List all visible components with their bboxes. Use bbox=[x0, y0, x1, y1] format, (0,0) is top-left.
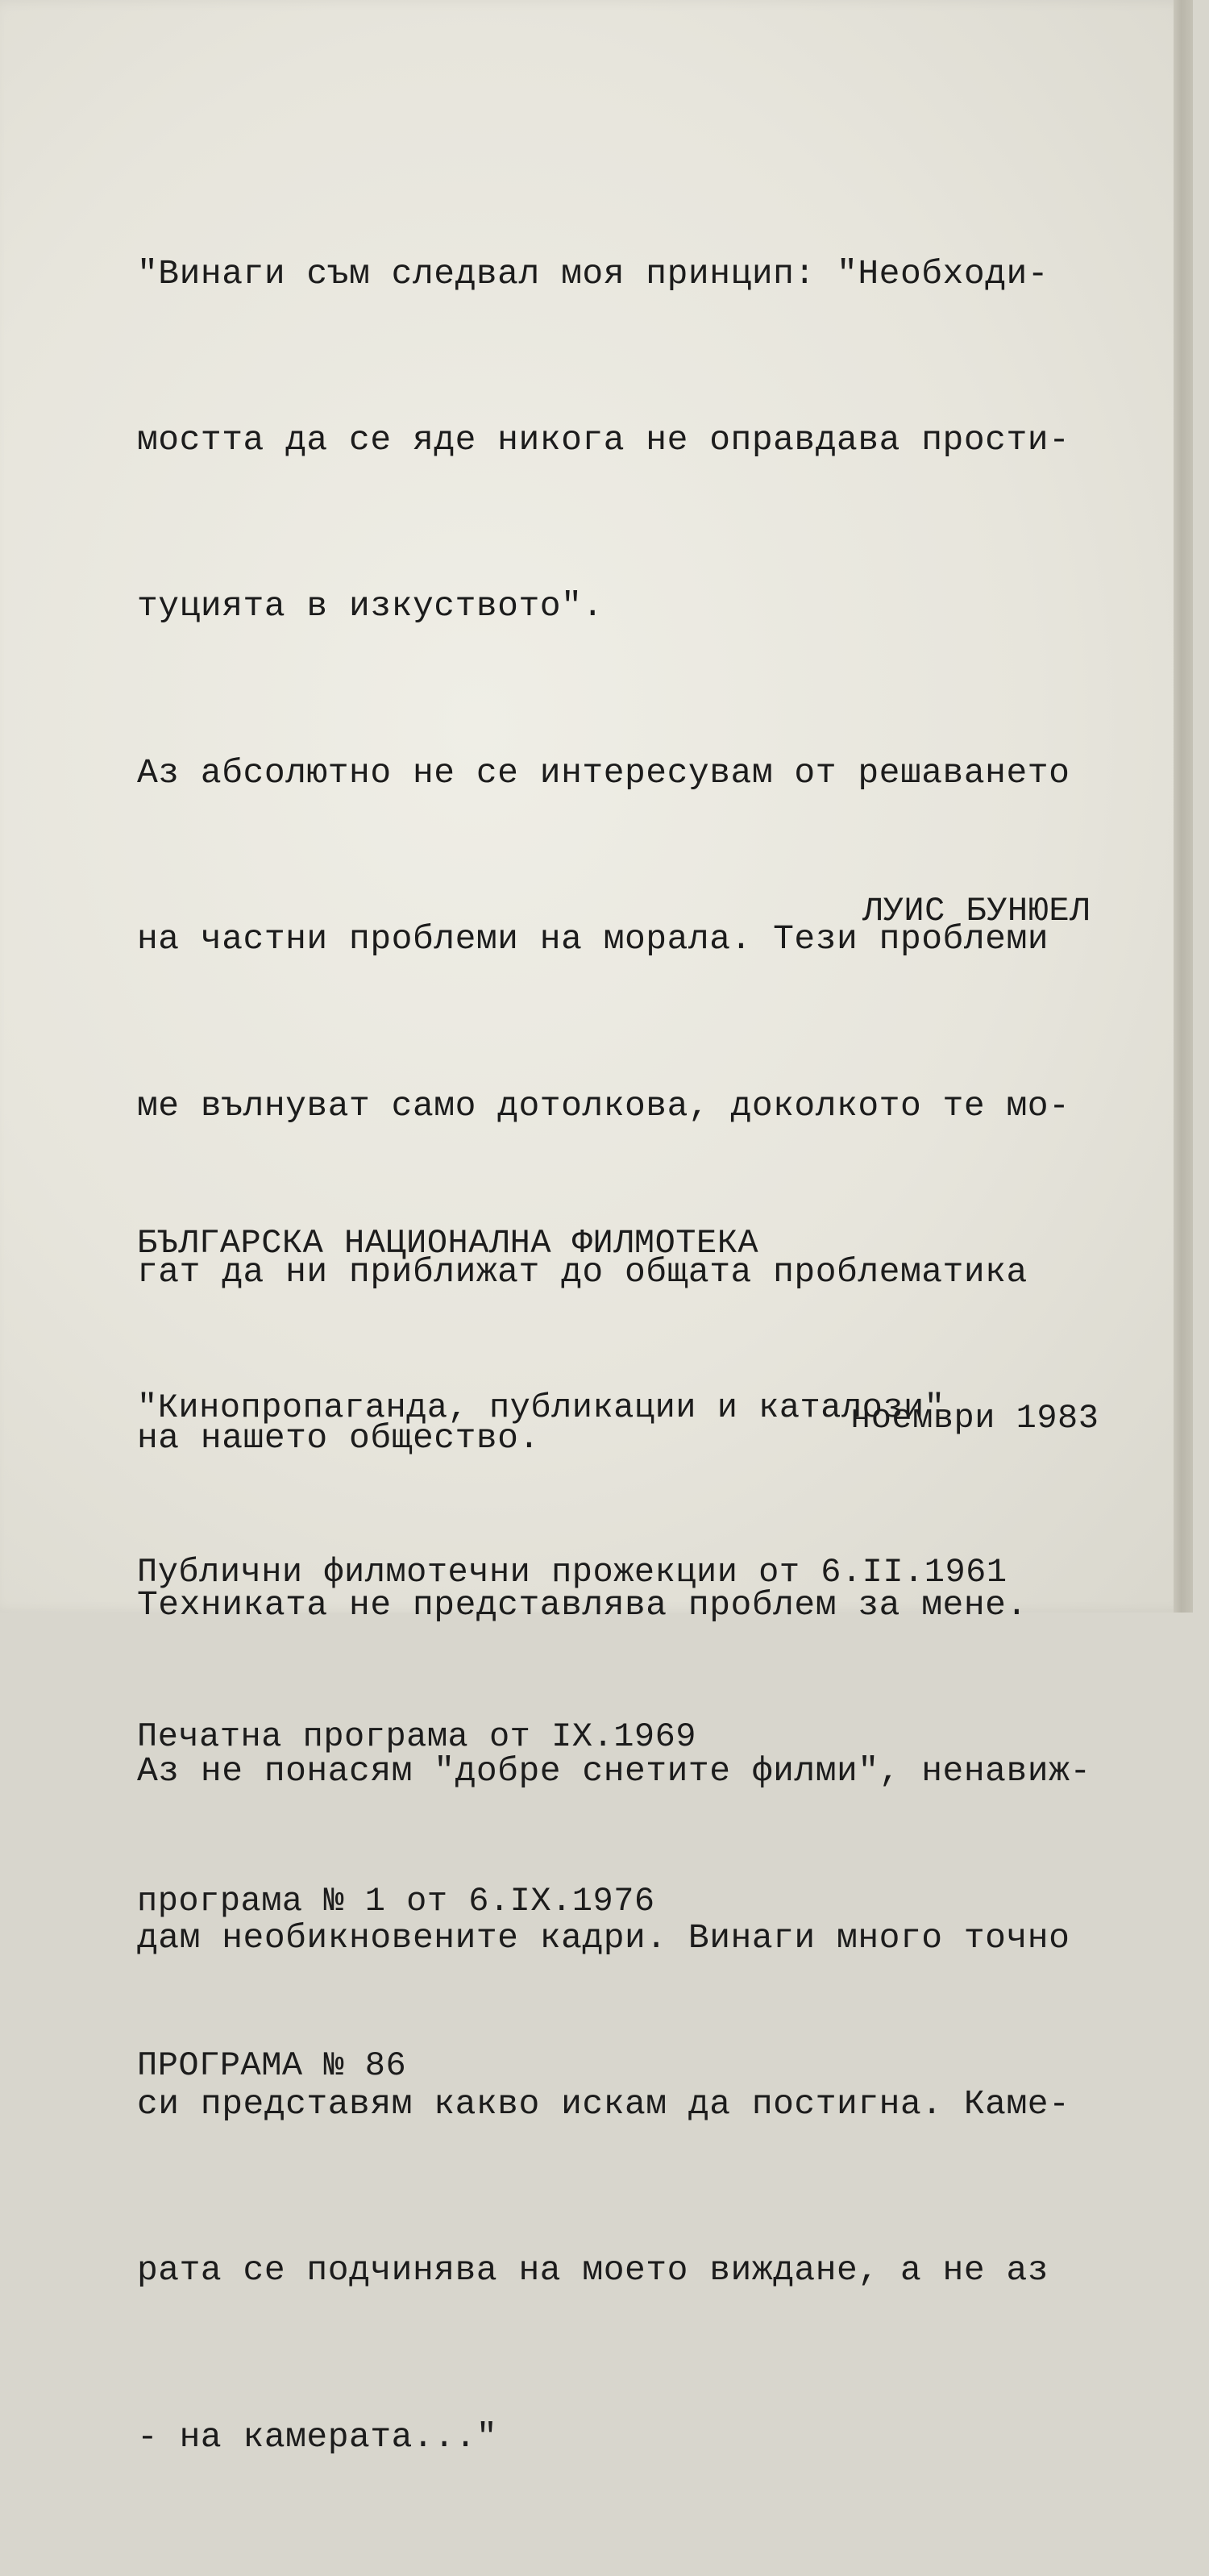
issue-date: ноември 1983 bbox=[850, 1399, 1099, 1438]
program-number-1: програма № 1 от 6.IX.1976 bbox=[137, 1882, 655, 1921]
institution-name: БЪЛГАРСКА НАЦИОНАЛНА ФИЛМОТЕКА bbox=[137, 1224, 759, 1263]
quote-line: си представям какво искам да постигна. Каме- bbox=[137, 2083, 1070, 2124]
department-name: "Кинопропаганда, публикации и каталози" bbox=[137, 1388, 945, 1427]
page-edge bbox=[1174, 0, 1193, 1613]
colophon bbox=[137, 1106, 1136, 2203]
quote-line: Аз абсолютно не се интересувам от решаването bbox=[137, 752, 1070, 793]
quote-line: на частни проблеми на морала. Тези проблеми bbox=[137, 919, 1049, 959]
program-number-86: ПРОГРАМА № 86 bbox=[137, 2046, 407, 2085]
quote-line: - на камерата..." bbox=[137, 2416, 498, 2457]
quote-line: ме вълнуват само дотолкова, доколкото те мо- bbox=[137, 1085, 1070, 1126]
quote-line: на нашето общество. bbox=[137, 1418, 540, 1459]
print-program-since: Печатна програма от IX.1969 bbox=[137, 1717, 697, 1756]
screenings-since: Публични филмотечни прожекции от 6.II.1961 bbox=[137, 1553, 1008, 1592]
quote-line: дам необикновените кадри. Винаги много точно bbox=[137, 1917, 1070, 1958]
quote-line: Техниката не представлява проблем за мене. bbox=[137, 1584, 1028, 1625]
quote-line: туцията в изкуството". bbox=[137, 586, 604, 626]
quote-line: "Винаги съм следвал моя принцип: "Необходи- bbox=[137, 253, 1049, 293]
quote-line: рата се подчинява на моето виждане, а не аз bbox=[137, 2250, 1049, 2291]
quote-line: гат да ни приближат до общата проблематика bbox=[137, 1251, 1028, 1292]
quote-line: Аз не понасям "добре снетите филми", ненавиж- bbox=[137, 1751, 1091, 1792]
quote-line: мостта да се яде никога не оправдава прости- bbox=[137, 419, 1070, 460]
quote-author: ЛУИС БУНЮЕЛ bbox=[862, 892, 1091, 930]
